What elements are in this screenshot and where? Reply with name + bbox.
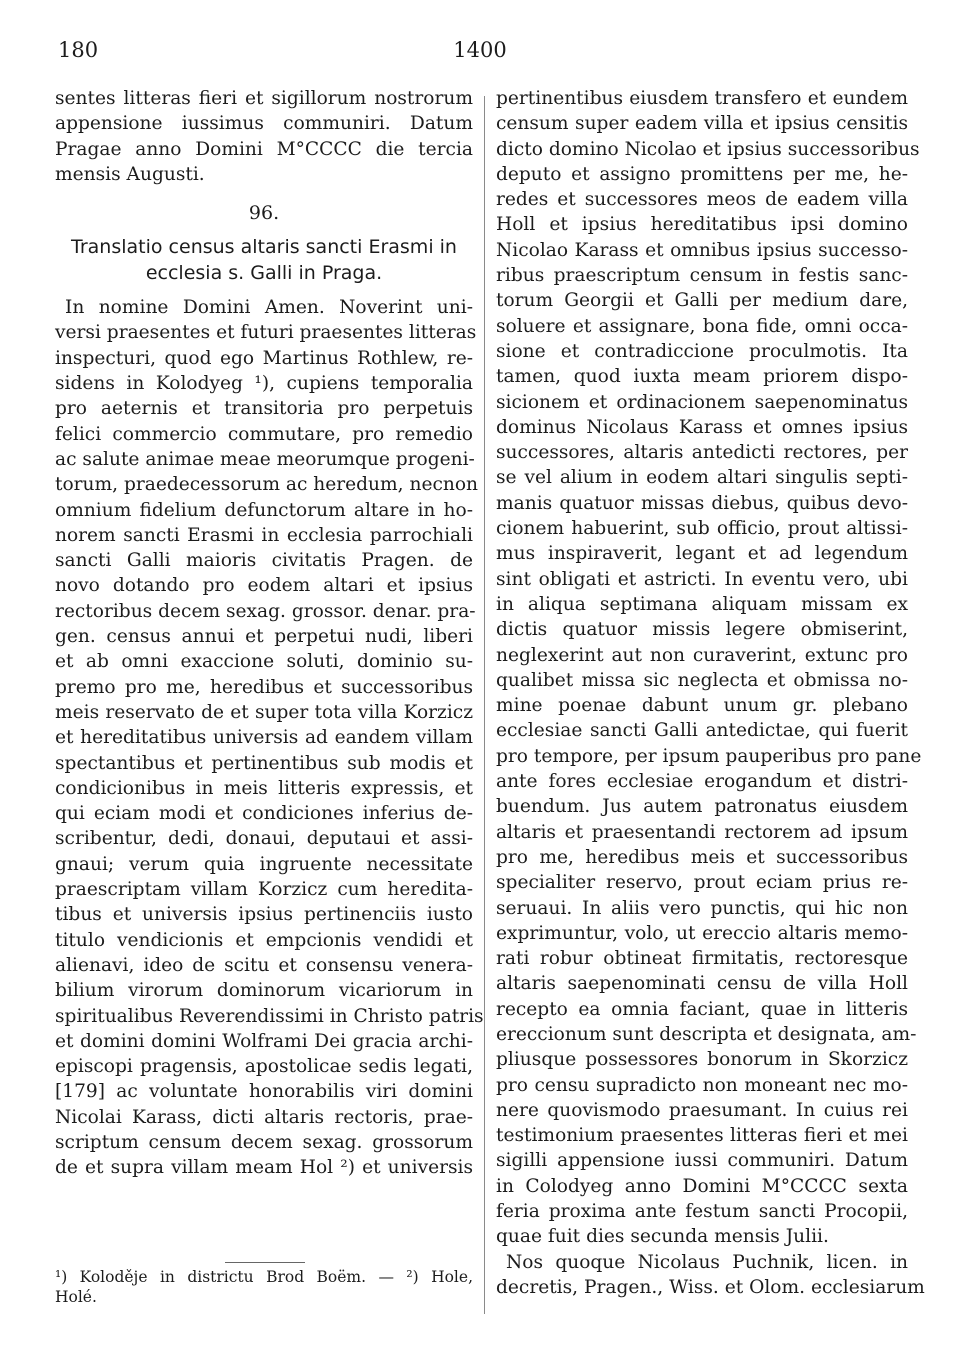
text-line: norem sancti Erasmi in ecclesia parrochiali — [55, 524, 473, 546]
text-line: qui eciam modi et condiciones inferius de- — [55, 803, 473, 825]
text-line: scribentur, dedi, donaui, deputaui et assi- — [55, 828, 473, 850]
text-line: torum, praedecessorum ac heredum, necnon — [55, 474, 479, 496]
text-line: premo pro me, heredibus et successoribus — [55, 676, 473, 698]
text-line: gen. census annui et perpetui nudi, liberi — [55, 626, 473, 648]
text-line: neglexerint aut non curaverint, extunc pro — [496, 644, 908, 666]
text-line: altaris saepenominati censu de villa Holl — [496, 973, 908, 995]
text-line: buendum. Jus autem patronatus eiusdem — [496, 796, 908, 818]
text-line: mensis Augusti. — [55, 163, 205, 185]
text-line: rati robur obtineat firmitatis, rectoresque — [496, 948, 908, 970]
text-line: spiritualibus Reverendissimi in Christo patris — [55, 1005, 484, 1027]
text-line: exprimuntur, volo, ut ereccio altaris memo- — [496, 922, 908, 944]
spacer — [55, 227, 473, 235]
text-line: sentes litteras fieri et sigillorum nostrorum — [55, 88, 473, 109]
text-line: specialiter reservo, prout eciam prius re- — [496, 872, 908, 894]
text-line: successores, altaris antedicti rectores, per — [496, 442, 908, 464]
text-line: praescriptam villam Korzicz cum heredita- — [55, 879, 473, 901]
text-line: ereccionum sunt descripta et designata, am- — [496, 1023, 917, 1045]
text-line: alienavi, ideo de scitu et consensu venera- — [55, 954, 473, 976]
text-line: ac salute animae meae meorumque progeni- — [55, 448, 475, 470]
text-line: ante fores ecclesiae erogandum et distri- — [496, 771, 908, 793]
text-line: sancti Galli maioris civitatis Pragen. de — [55, 550, 473, 572]
text-line: decretis, Pragen., Wiss. et Olom. ecclesiarum — [496, 1276, 925, 1298]
text-line: deputo et assigno promittens per me, he- — [496, 163, 908, 185]
text-line: mine poenae dabunt unum gr. plebano — [496, 695, 908, 717]
text-line: pro aeternis et transitoria pro perpetuis — [55, 398, 473, 420]
text-line: dicto domino Nicolao et ipsius successoribus — [496, 138, 920, 160]
text-line: versi praesentes et futuri praesentes litteras — [55, 322, 477, 344]
document-number: 96. — [248, 202, 280, 225]
footnotes — [55, 1262, 473, 1307]
text-line: gnaui; verum quia ingruente necessitate — [55, 853, 473, 875]
text-line: titulo vendicionis et empcionis vendidi et — [55, 929, 473, 951]
closing-paragraph — [496, 1250, 925, 1301]
footnote-rule — [225, 1262, 305, 1263]
left-column — [55, 86, 484, 1181]
text-line: torum Georgii et Galli per medium dare, — [496, 290, 908, 312]
text-line: Pragae anno Domini M°CCCC die tercia — [55, 138, 473, 160]
spacer — [55, 287, 473, 295]
page-year: 1400 — [453, 38, 507, 62]
text-line: recepto ea omnia faciant, quae in litteris — [496, 998, 908, 1020]
text-line: cionem habuerint, sub officio, prout altissi- — [496, 518, 908, 540]
document-title: Translatio census altaris sancti Erasmi in — [71, 236, 457, 259]
right-column — [496, 86, 925, 1300]
text-line: inspecturi, quod ego Martinus Rothlew, re- — [55, 347, 473, 369]
text-line: sint obligati et astricti. In eventu vero, ubi — [496, 568, 908, 590]
text-line: tamen, quod iuxta meam priorem dispo- — [496, 366, 908, 388]
body-paragraph — [496, 86, 922, 1250]
text-line: Nos quoque Nicolaus Puchnik, licen. in — [506, 1251, 908, 1273]
body-paragraph — [55, 295, 484, 1180]
text-line: nere quovismodo praesumant. In cuius rei — [496, 1099, 908, 1121]
text-line: et hereditatibus universis ad eandem villam — [55, 727, 473, 749]
text-line: meis reservato de et super tota villa Korzicz — [55, 701, 473, 723]
text-line: pertinentibus eiusdem transfero et eundem — [496, 88, 908, 109]
text-line: Nicolao Karass et omnibus ipsius successo- — [496, 239, 908, 261]
text-line: [179] ac voluntate honorabilis viri domini — [55, 1081, 473, 1103]
text-line: novo dotando pro eodem altari et ipsius — [55, 575, 473, 597]
text-line: In nomine Domini Amen. Noverint uni- — [65, 297, 473, 319]
text-line: mus inspiraverit, legant et ad legendum — [496, 543, 908, 565]
text-line: testimonium praesentes litteras fieri et mei — [496, 1125, 908, 1147]
text-line: pro censu supradicto non moneant nec mo- — [496, 1074, 908, 1096]
text-line: se vel alium in eodem altari singulis septi- — [496, 467, 908, 489]
text-line: pro tempore, per ipsum pauperibus pro pane — [496, 745, 922, 767]
text-line: spectantibus et pertinentibus sub modis et — [55, 752, 473, 774]
document-title: ecclesia s. Galli in Praga. — [145, 262, 383, 285]
text-line: scriptum censum decem sexag. grossorum — [55, 1131, 473, 1153]
text-line: felici commercio commutare, pro remedio — [55, 423, 473, 445]
text-line: pro me, heredibus meis et successoribus — [496, 846, 908, 868]
text-line: in Colodyeg anno Domini M°CCCC sexta — [496, 1175, 908, 1197]
text-line: et domini domini Wolframi Dei gracia archi- — [55, 1030, 473, 1052]
text-line: soluere et assignare, bona fide, omni occa- — [496, 315, 908, 337]
text-line: bilium virorum dominorum vicariorum in — [55, 980, 473, 1002]
text-line: episcopi pragensis, apostolicae sedis legati, — [55, 1056, 473, 1078]
page-header — [58, 38, 902, 66]
text-line: appensione iussimus communiri. Datum — [55, 113, 473, 135]
text-line: condicionibus in meis litteris expressis, et — [55, 777, 473, 799]
text-line: redes et successores meos de eadem villa — [496, 189, 908, 211]
text-line: rectoribus decem sexag. grossor. denar. pra- — [55, 600, 476, 622]
text-line: quae fuit dies secunda mensis Julii. — [496, 1226, 829, 1248]
text-line: omnium fidelium defunctorum altare in ho- — [55, 499, 473, 521]
text-line: ribus praescriptum censum in festis sanc- — [496, 265, 908, 287]
text-line: ecclesiae sancti Galli antedictae, qui fuerit — [496, 720, 908, 742]
text-line: Nicolai Karass, dicti altaris rectoris, prae- — [55, 1106, 473, 1128]
text-line: sidens in Kolodyeg ¹), cupiens temporalia — [55, 373, 473, 395]
footnote-line: ¹) Koloděje in districtu Brod Boëm. — ²) Hole, — [55, 1268, 473, 1286]
spacer — [55, 187, 473, 201]
column-divider — [484, 96, 485, 1314]
footnote-line: Holé. — [55, 1288, 97, 1306]
page-number: 180 — [58, 38, 99, 62]
text-line: pliusque possessores bonorum in Skorzicz — [496, 1049, 908, 1071]
text-line: sicionem et ordinacionem saepenominatus — [496, 391, 908, 413]
text-line: qualibet missa sic neglecta et obmissa no- — [496, 669, 908, 691]
text-line: dominus Nicolaus Karass et omnes ipsius — [496, 416, 908, 438]
text-line: seruaui. In aliis vero punctis, qui hic non — [496, 897, 908, 919]
text-line: dictis quatuor missis legere obmiserint, — [496, 619, 908, 641]
text-line: censum super eadem villa et ipsius censitis — [496, 113, 908, 135]
text-line: sione et contradiccione proculmotis. Ita — [496, 340, 908, 362]
text-line: manis quatuor missas diebus, quibus devo- — [496, 492, 908, 514]
text-line: de et supra villam meam Hol ²) et universis — [55, 1157, 473, 1179]
intro-paragraph — [55, 86, 473, 187]
text-line: feria proxima ante festum sancti Procopii, — [496, 1201, 908, 1223]
text-line: Holl et ipsius hereditatibus ipsi domino — [496, 214, 908, 236]
text-line: et ab omni exaccione soluti, dominio su- — [55, 651, 473, 673]
text-line: altaris et praesentandi rectorem ad ipsum — [496, 821, 908, 843]
text-line: in aliqua septimana aliquam missam ex — [496, 593, 908, 615]
text-line: tibus et universis ipsius pertinenciis iusto — [55, 904, 473, 926]
text-line: sigilli appensione iussi communiri. Datum — [496, 1150, 908, 1172]
